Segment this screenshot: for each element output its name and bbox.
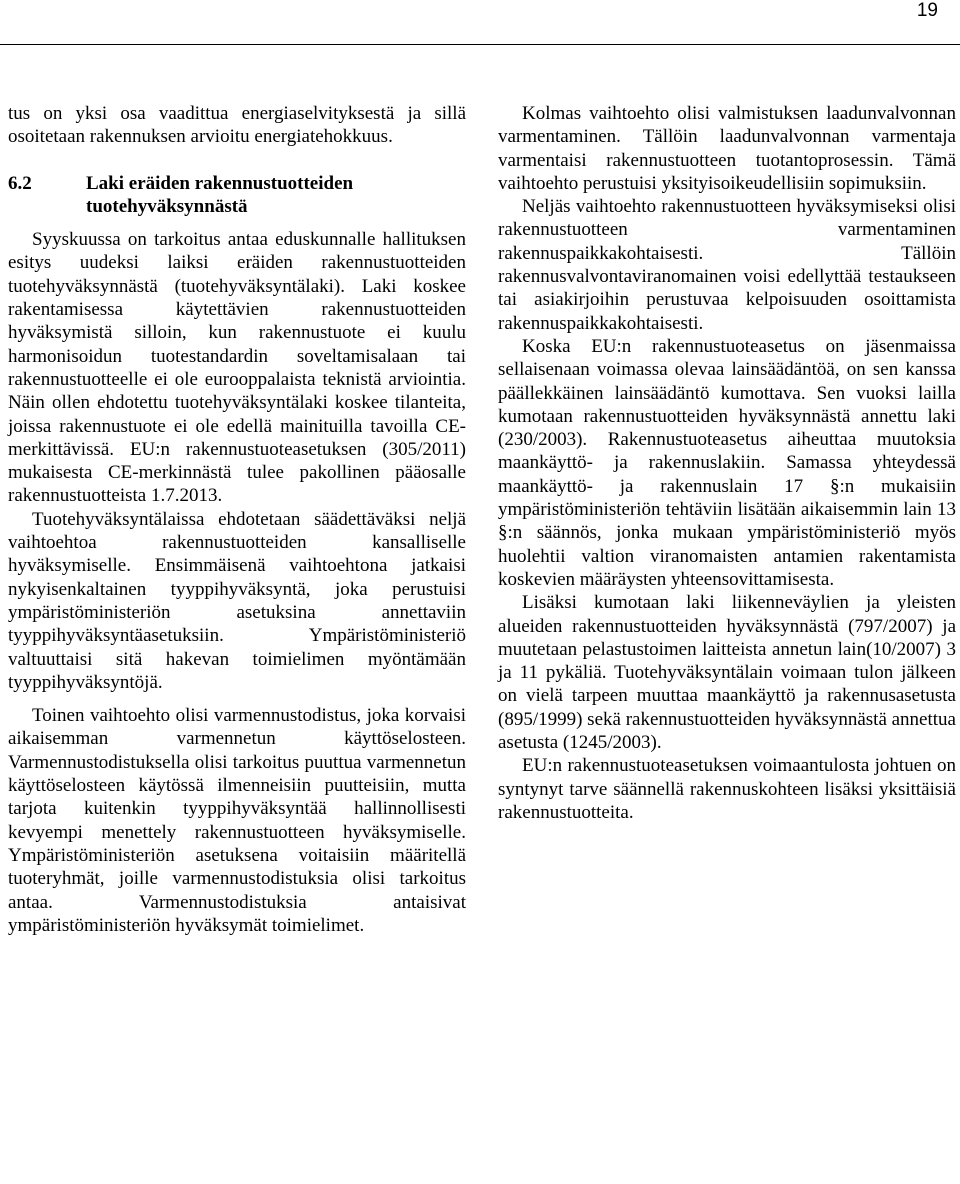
body-paragraph: Toinen vaihtoehto olisi varmennustodistus, joka korvaisi aikaisemman varmennetun käyttöselosteen. Varmennustodistuksella olisi tarkoitus puuttua varmennetun käyttöselosteen käytössä ilmenneisiin puutteisiin, mutta tarjota kuitenkin tyyppihyväksyntää hallinnollisesti kevyempi menettely rakennustuotteen hyväksymiselle. Ympäristöministeriön asetuksena voitaisiin määritellä tuoteryhmät, joille varmennustodistuksia olisi tarkoitus antaa. Varmennustodistuksia antaisivat ympäristöministeriön hyväksymät toimielimet. — [8, 705, 466, 936]
left-column — [8, 102, 466, 937]
body-paragraph: Syyskuussa on tarkoitus antaa eduskunnalle hallituksen esitys uudeksi laiksi eräiden rakennustuotteiden tuotehyväksynnästä (tuotehyväksyntälaki). Laki koskee rakentamisessa käytettävien rakennustuotteiden hyväksymistä silloin, kun rakennustuote ei kuulu harmonisoidun tuotestandardin soveltamisalaan tai rakennustuotteelle ei ole eurooppalaista teknistä arviointia. Näin ollen ehdotettu tuotehyväksyntälaki koskee tilanteita, joissa rakennustuote ei ole edellä mainituilla tavoilla CE-merkittävissä. EU:n rakennustuoteasetuksen (305/2011) mukaisesta CE-merkinnästä tulee pakollinen pääosalle rakennustuotteista 1.7.2013. — [8, 229, 466, 507]
body-paragraph: Lisäksi kumotaan laki liikenneväylien ja yleisten alueiden rakennustuotteiden hyväksynnästä (797/2007) ja muutetaan pelastustoimen laitteista annetun lain(10/2007) 3 ja 11 pykäliä. Tuotehyväksyntälain voimaan tulon jälkeen on vielä tarpeen muuttaa maankäyttö ja rakennusasetusta (895/1999) sekä rakennustuotteiden hyväksynnästä annettua asetusta (1245/2003). — [498, 592, 956, 754]
page-number: 19 — [916, 0, 938, 21]
section-title: Laki eräiden rakennustuotteiden tuotehyväksynnästä — [86, 172, 354, 217]
body-paragraph: Neljäs vaihtoehto rakennustuotteen hyväksymiseksi olisi rakennustuotteen varmentaminen rakennuspaikkakohtaisesti. Tällöin rakennusvalvontaviranomainen voisi edellyttää testaukseen tai asiakirjoihin perustuvaa kelpoisuuden osoittamista rakennuspaikkakohtaisesti. — [498, 196, 956, 334]
body-paragraph: Koska EU:n rakennustuoteasetus on jäsenmaissa sellaisenaan voimassa olevaa lainsäädäntöä, on sen kanssa päällekkäinen lainsäädäntö kumottava. Sen vuoksi lailla kumotaan rakennustuotteiden hyväksynnästä annettu laki (230/2003). Rakennustuoteasetus aiheuttaa muutoksia maankäyttö- ja rakennuslakiin. Samassa yhteydessä maankäyttö- ja rakennuslain 17 §:n mukaisiin ympäristöministeriön tehtäviin lisätään aikaisemmin lain 13 §:n säännös, jonka mukaan ympäristöministeriö myös huolehtii valtion viranomaisten antamien rakentamista koskevien määräysten yhteensovittamisesta. — [498, 335, 956, 590]
header-rule — [0, 44, 960, 45]
body-paragraph: Tuotehyväksyntälaissa ehdotetaan säädettäväksi neljä vaihtoehtoa rakennustuotteiden kansalliselle hyväksymiselle. Ensimmäisenä vaihtoehtona jatkaisi nykyisenkaltainen tyyppihyväksyntä, joka perustuisi ympäristöministeriön asetuksina annettaviin tyyppihyväksyntäasetuksiin. Ympäristöministeriö valtuuttaisi sitä hakevan toimielimen myöntämään tyyppihyväksyntöjä. — [8, 508, 466, 693]
body-paragraph: EU:n rakennustuoteasetuksen voimaantulosta johtuen on syntynyt tarve säännellä rakennuskohteen lisäksi yksittäisiä rakennustuotteita. — [498, 755, 956, 823]
section-heading — [8, 172, 466, 219]
body-paragraph: Kolmas vaihtoehto olisi valmistuksen laadunvalvonnan varmentaminen. Tällöin laadunvalvonnan varmentaja varmentaisi rakennustuotteen tuotantoprosessin. Tämä vaihtoehto perustuisi yksityisoikeudellisiin sopimuksiin. — [498, 103, 956, 194]
section-number: 6.2 — [8, 172, 32, 194]
right-column — [498, 102, 956, 824]
intro-paragraph: tus on yksi osa vaadittua energiaselvityksestä ja sillä osoitetaan rakennuksen arvioitu energiatehokkuus. — [8, 103, 466, 148]
